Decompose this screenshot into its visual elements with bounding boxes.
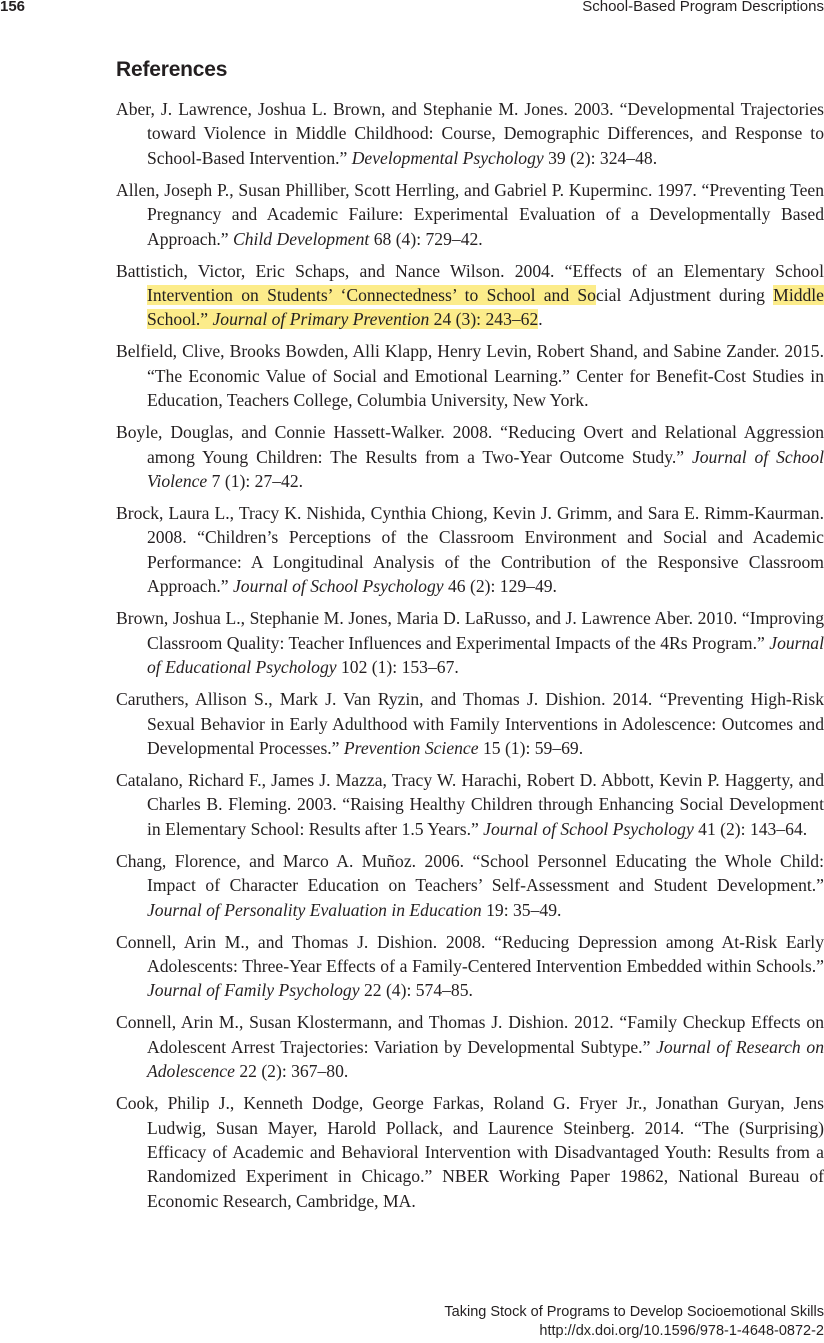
reference-text: Middle School.” <box>147 285 824 330</box>
reference-text: Caruthers, Allison S., Mark J. Van Ryzin, and Thomas J. Dishion. 2014. “Preventing High-Risk Sexual Behavior in Early Adulthood with Family Interventions in Adolescence: Outcomes and Developmental Processes.” <box>116 689 824 758</box>
reference-text: Aber, J. Lawrence, Joshua L. Brown, and Stephanie M. Jones. 2003. “Developmental Trajectories toward Violence in Middle Childhood: Course, Demographic Differences, and Response to School-Based Intervention.” <box>116 99 824 168</box>
reference-text: Brown, Joshua L., Stephanie M. Jones, Maria D. LaRusso, and J. Lawrence Aber. 2010. “Improving Classroom Quality: Teacher Influences and Experimental Impacts of the 4Rs Program.” <box>116 608 824 653</box>
reference-entry <box>116 501 824 599</box>
reference-text: Connell, Arin M., and Thomas J. Dishion. 2008. “Reducing Depression among At-Risk Early Adolescents: Three-Year Effects of a Family-Centered Intervention Embedded within Schools.” <box>116 931 824 976</box>
reference-entry <box>116 1091 824 1213</box>
footer <box>444 1303 824 1341</box>
reference-entry <box>116 930 824 1003</box>
reference-text: Catalano, Richard F., James J. Mazza, Tracy W. Harachi, Robert D. Abbott, Kevin P. Haggerty, and Charles B. Fleming. 2003. “Raising Healthy Children through Enhancing Social Development in Elementary School: Results after 1.5 Years.” <box>116 769 824 839</box>
reference-text: cial Adjustment during <box>595 285 774 306</box>
reference-text: Allen, Joseph P., Susan Philliber, Scott Herrling, and Gabriel P. Kuperminc. 1997. “Preventing Teen Pregnancy and Academic Failure: Experimental Evaluation of a Developmentally Based Approach.” <box>116 179 824 249</box>
reference-text: 22 (4): 574–85. <box>359 980 473 1001</box>
journal-title: Prevention Science <box>343 737 479 758</box>
highlight-mark <box>147 285 596 305</box>
reference-entry <box>116 178 824 251</box>
reference-text: Boyle, Douglas, and Connie Hassett-Walker. 2008. “Reducing Overt and Relational Aggression among Young Children: The Results from a Two-Year Outcome Study.” <box>116 422 824 467</box>
reference-text: Intervention on Students’ ‘Connectedness’ to School and So <box>147 285 596 306</box>
journal-title: Journal of School Psychology <box>483 818 694 839</box>
running-head <box>0 0 824 18</box>
highlight-mark <box>429 309 538 329</box>
reference-text: Connell, Arin M., Susan Klostermann, and Thomas J. Dishion. 2012. “Family Checkup Effects on Adolescent Arrest Trajectories: Variation by Developmental Subtype.” <box>116 1012 824 1057</box>
journal-title: Journal of Educational Psychology <box>147 632 824 678</box>
reference-entry <box>116 339 824 412</box>
reference-text: 15 (1): 59–69. <box>478 737 584 758</box>
journal-title: Journal of Family Psychology <box>147 980 360 1001</box>
highlight-mark <box>212 309 429 329</box>
reference-entry <box>116 606 824 679</box>
journal-title: Developmental Psychology <box>351 147 544 168</box>
page-title: References <box>116 58 228 81</box>
journal-title: Journal of Research on Adolescence <box>147 1036 824 1082</box>
reference-text: 22 (2): 367–80. <box>234 1061 349 1082</box>
page-number: 156 <box>0 0 26 15</box>
journal-title: Journal of Personality Evaluation in Education <box>147 899 482 920</box>
reference-entry <box>116 768 824 841</box>
reference-text: 19: 35–49. <box>481 899 562 920</box>
reference-entry <box>116 687 824 760</box>
reference-list <box>116 97 824 1221</box>
reference-text: Chang, Florence, and Marco A. Muñoz. 2006. “School Personnel Educating the Whole Child: Impact of Character Education on Teachers’ Self-Assessment and Student Development.” <box>116 850 824 896</box>
journal-title: Child Development <box>232 228 370 249</box>
reference-text: 46 (2): 129–49. <box>443 576 557 597</box>
reference-entry <box>116 259 824 332</box>
reference-text: 68 (4): 729–42. <box>369 228 483 249</box>
reference-entry <box>116 1010 824 1083</box>
reference-text: . <box>538 309 543 330</box>
reference-text: 24 (3): 243–62 <box>429 309 539 330</box>
reference-entry <box>116 849 824 922</box>
reference-entry <box>116 97 824 170</box>
reference-text: Cook, Philip J., Kenneth Dodge, George Farkas, Roland G. Fryer Jr., Jonathan Guryan, Jens Ludwig, Susan Mayer, Harold Pollack, and Laurence Steinberg. 2014. “The (Surprising) Efficacy of Academic and Behavioral Intervention with Disadvantaged Youth: Results from a Randomized Experiment in Chicago.” NBER Working Paper 19862, National Bureau of Economic Research, Cambridge, MA. <box>116 1093 824 1211</box>
journal-title: Journal of School Psychology <box>232 576 444 597</box>
reference-text: 7 (1): 27–42. <box>207 471 304 492</box>
reference-text: Belfield, Clive, Brooks Bowden, Alli Klapp, Henry Levin, Robert Shand, and Sabine Zander. 2015. “The Economic Value of Social and Emotional Learning.” Center for Benefit-Cost Studies in Education, Teachers College, Columbia University, New York. <box>116 341 824 411</box>
reference-text: 102 (1): 153–67. <box>336 657 459 678</box>
reference-text: Battistich, Victor, Eric Schaps, and Nance Wilson. 2004. “Effects of an Elementary School <box>116 260 824 281</box>
footer-doi-link[interactable]: http://dx.doi.org/10.1596/978-1-4648-0872-2 <box>539 1323 824 1339</box>
reference-entry <box>116 420 824 493</box>
footer-book-title: Taking Stock of Programs to Develop Socioemotional Skills <box>444 1304 824 1320</box>
journal-title: Journal of School Violence <box>147 446 824 492</box>
reference-text: 41 (2): 143–64. <box>693 818 808 839</box>
journal-title: Journal of Primary Prevention <box>212 309 430 330</box>
reference-text: Brock, Laura L., Tracy K. Nishida, Cynthia Chiong, Kevin J. Grimm, and Sara E. Rimm-Kaurman. 2008. “Children’s Perceptions of the Classroom Environment and Social and Academic Performance: A Longitudinal Analysis of the Contribution of the Responsive Classroom Approach.” <box>116 503 824 597</box>
reference-text: 39 (2): 324–48. <box>543 147 658 168</box>
running-head-title: School-Based Program Descriptions <box>582 0 824 15</box>
